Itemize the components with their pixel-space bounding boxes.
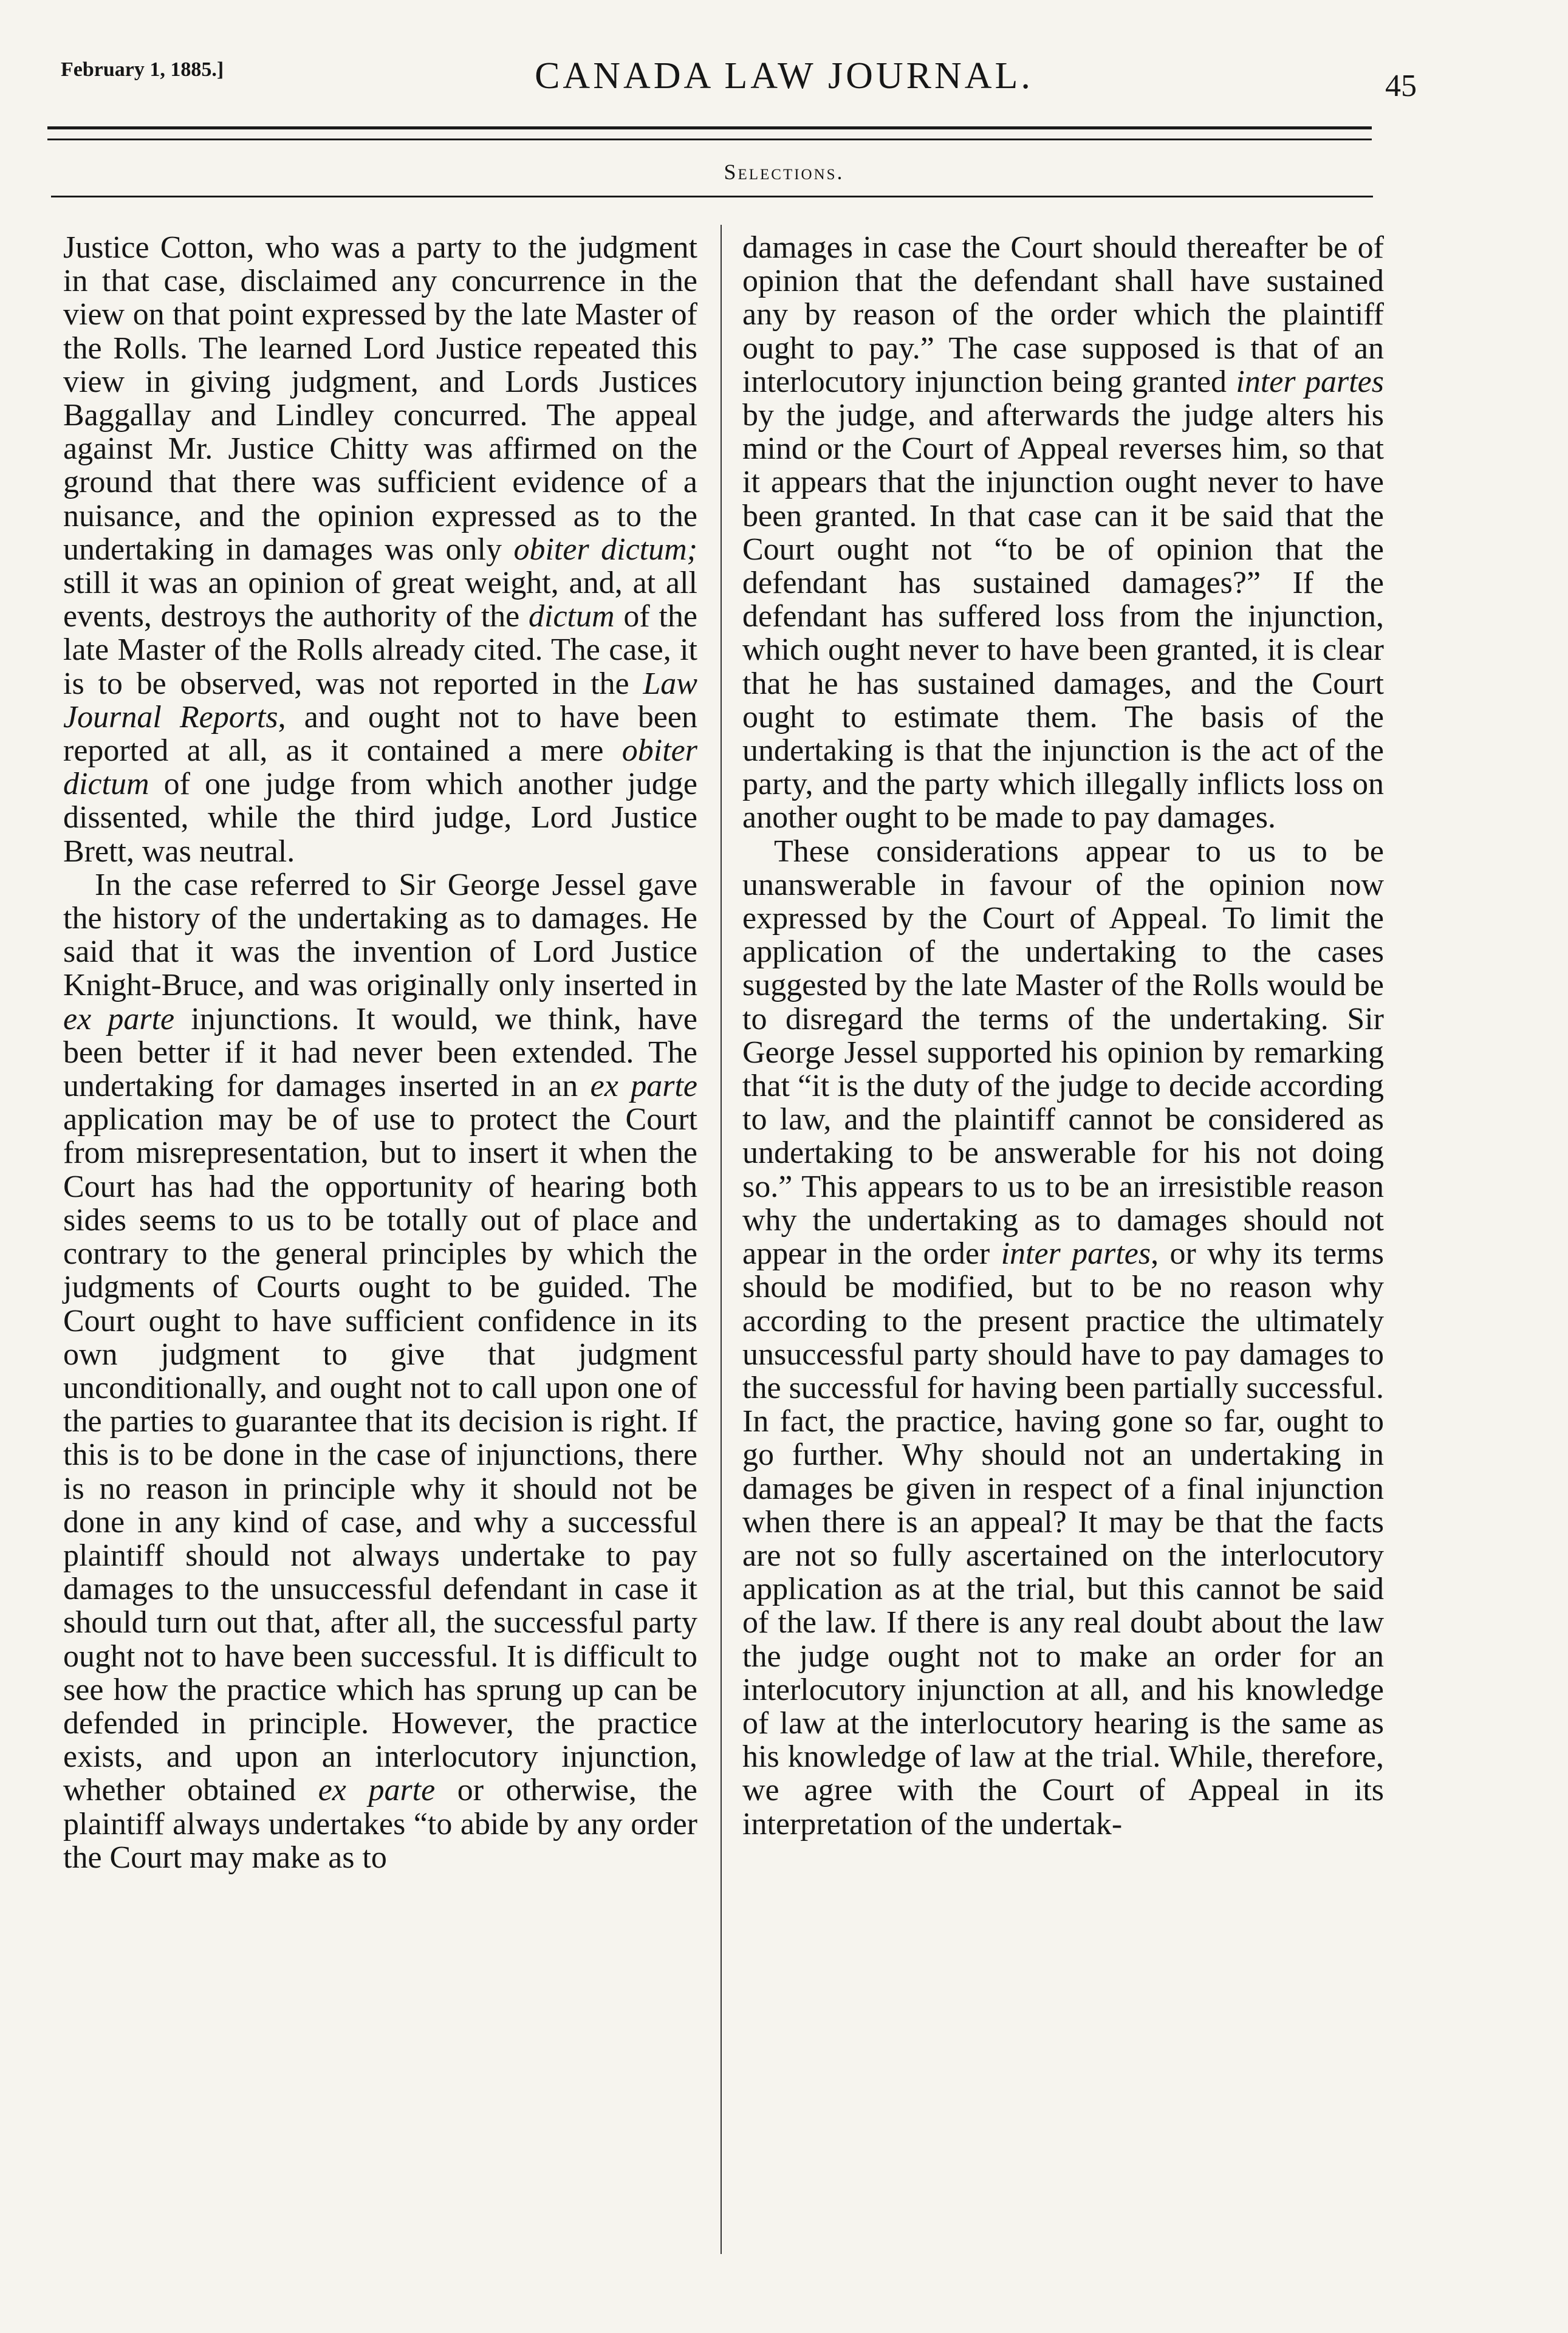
section-title: Selections. [724,160,844,184]
italic-phrase: ex parte [63,1001,175,1036]
header-rule-thin [47,139,1372,140]
paragraph: damages in case the Court should thereafter be of opinion that the defendant shall have sustained any by reason of the order which the plaintiff ought to pay.” The case supposed is that of an interlocutory injunction being granted inter partes by the judge, and afterwards the judge alters his mind or the Court of Appeal reverses him, so that it appears that the injunction ought never to have been granted. In that case can it be said that the Court ought not “to be of opinion that the defendant has sustained damages?” If the defendant has suffered loss from the injunction, which ought never to have been granted, it is clear that he has sustained damages, and the Court ought to estimate them. The basis of the undertaking is that the injunction is the act of the party, and the party which illegally inflicts loss on another ought to be made to pay damages. [742,230,1384,835]
italic-phrase: obiter dictum [63,733,697,802]
italic-phrase: dictum [529,599,615,634]
header-rule-thick [47,126,1372,129]
right-column [742,231,1384,1841]
paragraph: Justice Cotton, who was a party to the judgment in that case, disclaimed any concurrence in the view on that point expressed by the late Master of the Rolls. The learned Lord Justice repeated this view in giving judgment, and Lords Justices Baggallay and Lindley concurred. The appeal against Mr. Justice Chitty was affirmed on the ground that there was sufficient evidence of a nuisance, and the opinion expressed as to the undertaking in damages was only obiter dictum; still it was an opinion of great weight, and, at all events, destroys the authority of the dictum of the late Master of the Rolls already cited. The case, it is to be observed, was not reported in the Law Journal Reports, and ought not to have been reported at all, as it contained a mere obiter dictum of one judge from which another judge dissented, while the third judge, Lord Justice Brett, was neutral. [63,230,698,869]
italic-phrase: ex parte [590,1069,697,1104]
italic-phrase: obiter dictum; [513,532,698,567]
section-rule [51,196,1373,197]
column-divider [721,225,722,2254]
paragraph: These considerations appear to us to be unanswerable in favour of the opinion now expressed by the Court of Appeal. To limit the application of the undertaking to the cases suggested by the late Master of the Rolls would be to disregard the terms of the undertaking. Sir George Jessel supported his opinion by remarking that “it is the duty of the judge to decide according to law, and the plaintiff cannot be considered as undertaking to be answerable for his not doing so.” This appears to us to be an irresistible reason why the undertaking as to damages should not appear in the order inter partes, or why its terms should be modified, but to be no reason why according to the present practice the ultimately unsuccessful party should have to pay damages to the successful for having been partially successful. In fact, the practice, having gone so far, ought to go further. Why should not an undertaking in damages be given in respect of a final injunction when there is an appeal? It may be that the facts are not so fully ascertained on the interlocutory application as at the trial, but this cannot be said of the law. If there is any real doubt about the law the judge ought not to make an order for an interlocutory injunction at all, and his knowledge of law at the interlocutory hearing is the same as his knowledge of law at the trial. While, therefore, we agree with the Court of Appeal in its interpretation of the undertak- [742,834,1384,1841]
journal-title: CANADA LAW JOURNAL. [535,55,1033,97]
page-number: 45 [1385,69,1417,103]
italic-phrase: Law Journal Reports [63,666,697,735]
left-column [63,231,697,1874]
italic-phrase: ex parte [318,1773,436,1808]
paragraph: In the case referred to Sir George Jessel gave the history of the undertaking as to damages. He said that it was the invention of Lord Justice Knight-Bruce, and was originally only inserted in ex parte injunctions. It would, we think, have been better if it had never been extended. The undertaking for damages inserted in an ex parte application may be of use to protect the Court from misrepresentation, but to insert it when the Court has had the opportunity of hearing both sides seems to us to be totally out of place and contrary to the general principles by which the judgments of Courts ought to be guided. The Court ought to have sufficient confidence in its own judgment to give that judgment unconditionally, and ought not to call upon one of the parties to guarantee that its decision is right. If this is to be done in the case of injunctions, there is no reason in principle why it should not be done in any kind of case, and why a successful plaintiff should not always undertake to pay damages to the unsuccessful defendant in case it should turn out that, after all, the successful party ought not to have been successful. It is difficult to see how the practice which has sprung up can be defended in principle. However, the practice exists, and upon an interlocutory injunction, whether obtained ex parte or otherwise, the plaintiff always undertakes “to abide by any order the Court may make as to [63,867,697,1875]
italic-phrase: inter partes [1236,364,1384,399]
issue-date: February 1, 1885.] [61,58,224,81]
italic-phrase: inter partes [1001,1236,1151,1272]
